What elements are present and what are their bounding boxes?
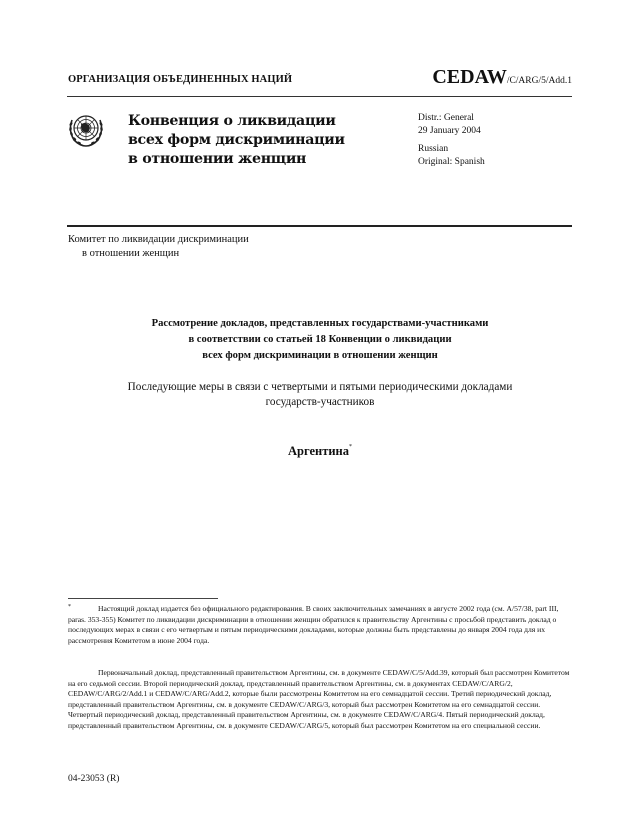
document-title-line: в соответствии со статьей 18 Конвенции о ликвидации xyxy=(188,334,452,345)
document-symbol xyxy=(432,66,572,89)
committee-line: Комитет по ликвидации дискриминации xyxy=(68,234,249,245)
convention-title-line: всех форм дискриминации xyxy=(128,132,345,148)
header-rule xyxy=(67,96,572,97)
document-symbol-suffix: /C/ARG/5/Add.1 xyxy=(506,76,572,86)
footnote-mark: * xyxy=(68,604,71,610)
document-title xyxy=(0,316,640,364)
country-heading xyxy=(0,444,640,459)
committee-name xyxy=(68,233,249,260)
original-language: Original: Spanish xyxy=(418,157,485,167)
un-emblem-icon xyxy=(66,110,106,148)
footnote-paragraph: Настоящий доклад издается без официального редактирования. В своих заключительных замечаниях в августе 2002 года (см. A/57/38, part III, paras. 353-355) Комитет по ликвидации дискриминации в отношении женщин обратился к правительству Аргентины с просьбой представить доклад о последующих мерах в связи с его четвертым и пятым периодическими докладами, которые должны быть представлены до января 2004 года для их рассмотрения Комитетом в июне 2004 года. xyxy=(68,604,559,645)
document-subtitle xyxy=(0,380,640,410)
document-subtitle-line: Последующие меры в связи с четвертыми и пятыми периодическими докладами xyxy=(127,381,513,393)
document-language: Russian xyxy=(418,144,449,154)
document-symbol-main: CEDAW xyxy=(432,66,507,88)
footnote-continued xyxy=(68,668,572,731)
footnote-reference[interactable]: * xyxy=(349,444,353,450)
convention-title-line: Конвенция о ликвидации xyxy=(128,113,336,129)
footnote-separator xyxy=(68,598,218,599)
committee-line: в отношении женщин xyxy=(82,247,180,259)
footnote xyxy=(68,604,572,646)
section-rule xyxy=(67,225,572,227)
convention-title xyxy=(128,112,345,169)
document-title-line: всех форм дискриминации в отношении женщин xyxy=(202,350,438,361)
document-title-line: Рассмотрение докладов, представленных государствами-участниками xyxy=(151,318,489,329)
document-date: 29 January 2004 xyxy=(418,126,481,136)
job-number: 04-23053 (R) xyxy=(68,774,120,784)
distribution-info xyxy=(418,112,485,169)
organization-name: ОРГАНИЗАЦИЯ ОБЪЕДИНЕННЫХ НАЦИЙ xyxy=(68,74,293,85)
footnote-paragraph: Первоначальный доклад, представленный правительством Аргентины, см. в документе CEDAW/C/5/Add.39, который был рассмотрен Комитетом на его седьмой сессии. Второй периодический доклад, представленный правительством Аргентины, см. в документах CEDAW/C/ARG/2, CEDAW/C/ARG/2/Add.1 и CEDAW/C/ARG/Add.2, которые были рассмотрены Комитетом на его семнадцатой сессии. Третий периодический доклад, представленный правительством Аргентины, см. в документе CEDAW/C/ARG/3, который был рассмотрен Комитетом на его семнадцатой сессии. Четвертый периодический доклад, представленный правительством Аргентины, см. в документе CEDAW/C/ARG/4. Пятый периодический доклад, представленный правительством Аргентины, см. в документе CEDAW/C/ARG/5, который был рассмотрен Комитетом на его специальной сессии. xyxy=(68,668,570,730)
convention-title-line: в отношении женщин xyxy=(128,151,307,167)
distribution-type: Distr.: General xyxy=(418,113,474,123)
country-name: Аргентина xyxy=(287,444,350,458)
document-subtitle-line: государств-участников xyxy=(265,396,375,408)
